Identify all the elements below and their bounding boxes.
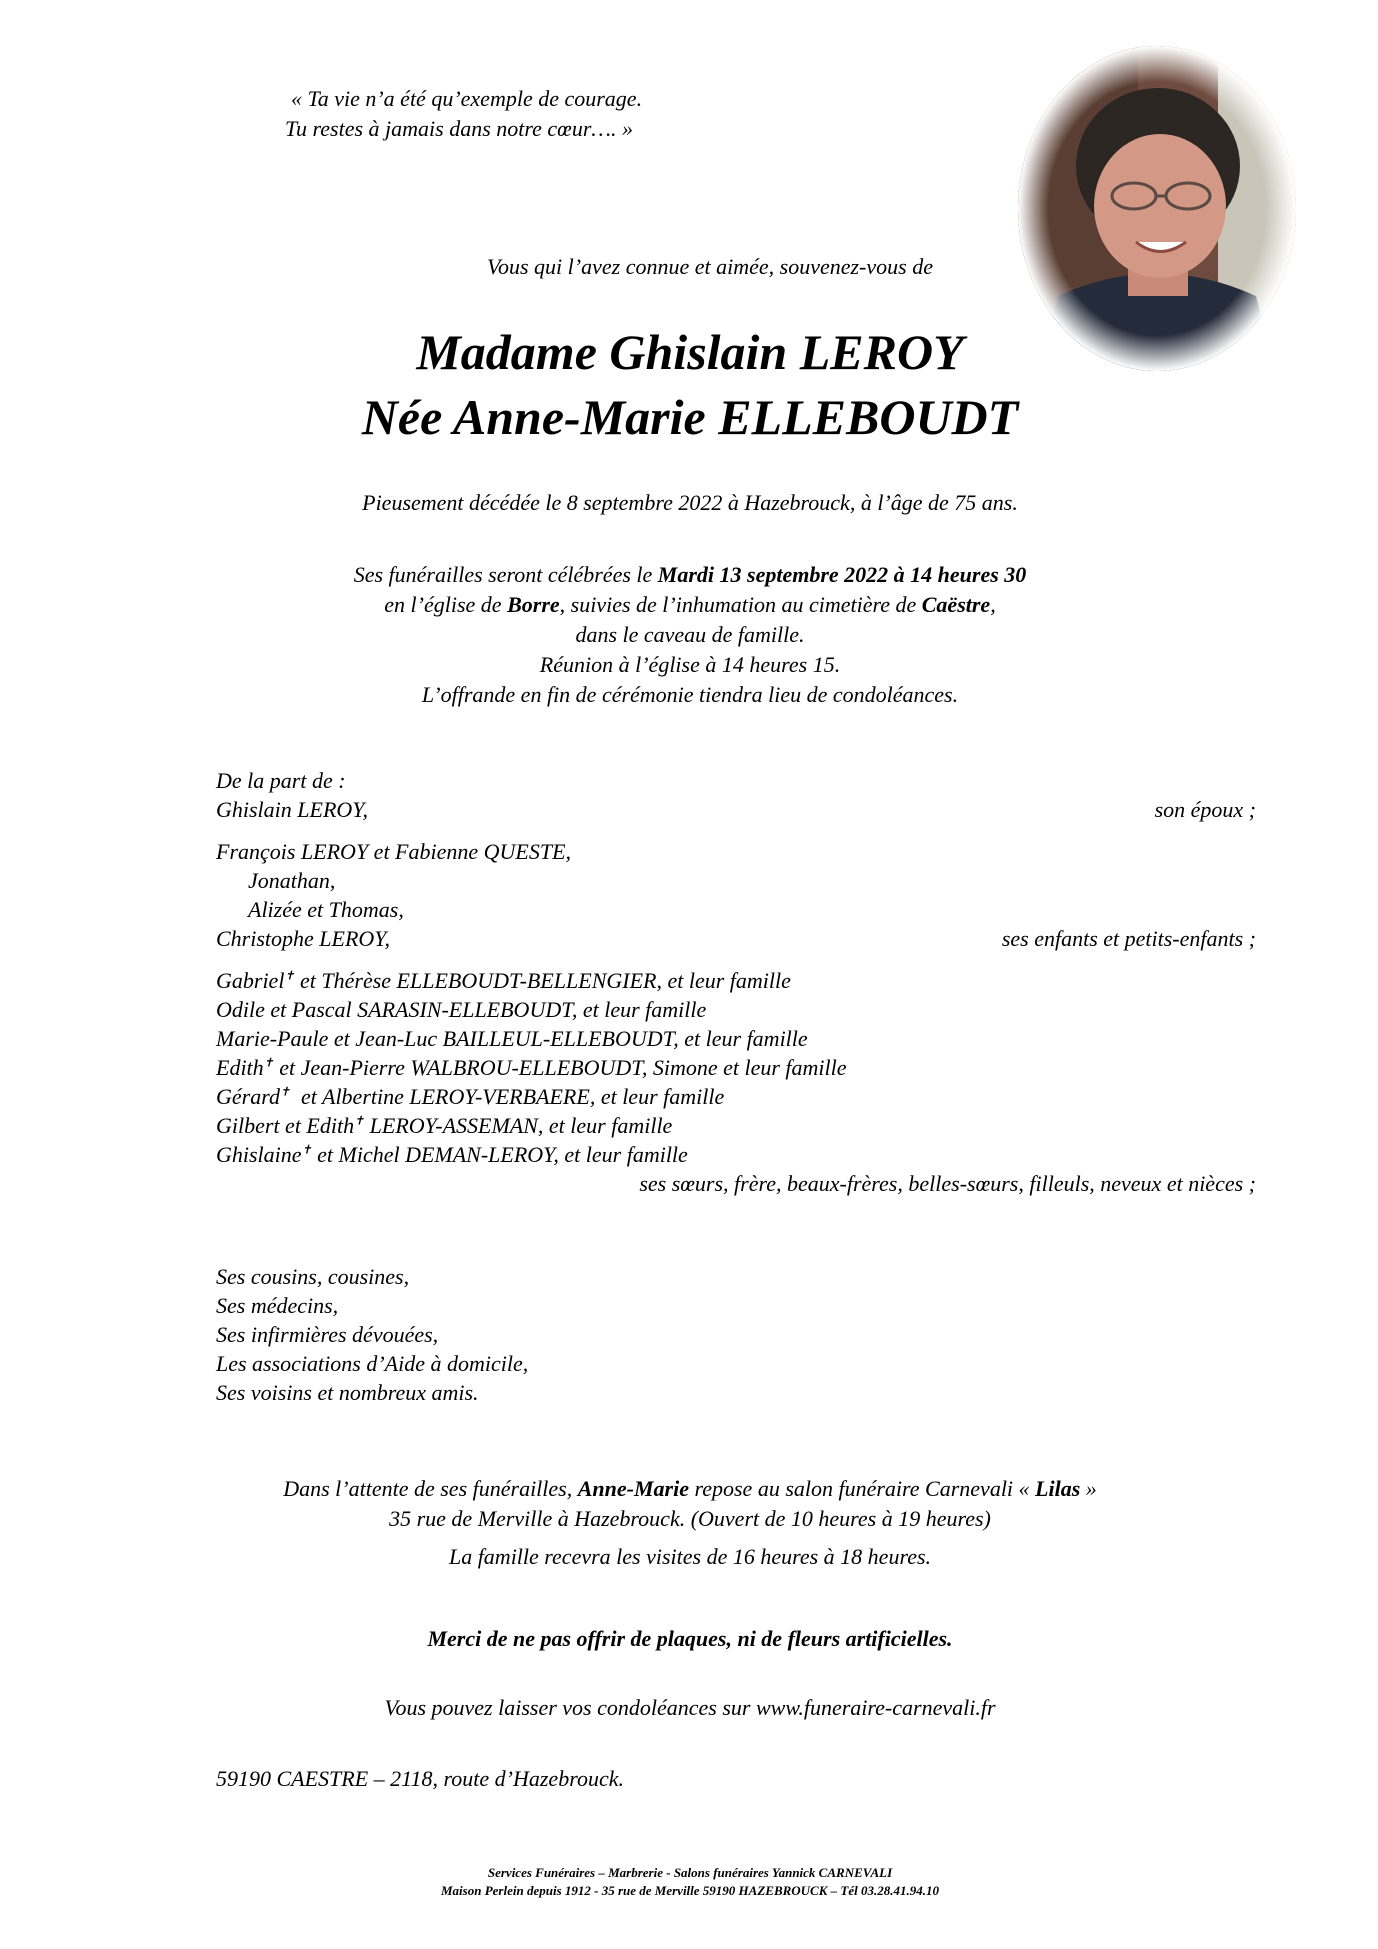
siblings-relation: ses sœurs, frère, beaux-frères, belles-sœurs, filleuls, neveux et nièces ; bbox=[639, 1171, 1256, 1196]
funeral-home-footer bbox=[140, 1864, 1240, 1900]
family-address: 59190 CAESTRE – 2118, route d’Hazebrouck. bbox=[216, 1766, 624, 1791]
condolences-website: Vous pouvez laisser vos condoléances sur www.funeraire-carnevali.fr bbox=[384, 1695, 996, 1720]
spouse-row bbox=[216, 795, 1256, 824]
epitaph-quote bbox=[285, 84, 642, 144]
funeral-line-2 bbox=[190, 590, 1190, 620]
sibling-row bbox=[216, 1111, 1256, 1140]
grandchild-row bbox=[216, 866, 1256, 895]
family-section bbox=[216, 766, 1256, 1198]
sibling-name: LEROY-ASSEMAN, et leur famille bbox=[364, 1113, 673, 1138]
sibling-name: et Thérèse ELLEBOUDT-BELLENGIER, et leur famille bbox=[294, 968, 791, 993]
cemetery-location: Caëstre bbox=[921, 592, 991, 617]
sibling-name: Gilbert et Edith bbox=[216, 1113, 355, 1138]
sibling-row bbox=[216, 995, 1256, 1024]
sibling-row bbox=[216, 1024, 1256, 1053]
child-name: François LEROY et Fabienne QUESTE, bbox=[216, 839, 572, 864]
rest-info bbox=[140, 1474, 1240, 1572]
deceased-cross-icon: ✝ bbox=[354, 1113, 365, 1128]
salon-name: Lilas bbox=[1035, 1476, 1081, 1501]
quote-line-1: « Ta vie n’a été qu’exemple de courage. bbox=[291, 86, 643, 111]
from-text: De la part de : bbox=[216, 768, 346, 793]
from-label bbox=[216, 766, 1256, 795]
sibling-name: et Albertine LEROY-VERBAERE, et leur famille bbox=[290, 1084, 725, 1109]
rest-text: » bbox=[1080, 1476, 1097, 1501]
deceased-cross-icon: ✝ bbox=[301, 1142, 312, 1157]
funeral-text: , suivies de l’inhumation au cimetière de bbox=[559, 592, 922, 617]
funeral-line-3: dans le caveau de famille. bbox=[575, 622, 805, 647]
sibling-row bbox=[216, 1140, 1256, 1169]
rest-line-2: 35 rue de Merville à Hazebrouck. (Ouvert de 10 heures à 19 heures) bbox=[389, 1506, 991, 1531]
spouse-relation: son époux ; bbox=[1154, 797, 1256, 822]
sibling-name: Odile et Pascal SARASIN-ELLEBOUDT, et leur famille bbox=[216, 997, 707, 1022]
spouse-name: Ghislain LEROY, bbox=[216, 797, 369, 822]
grandchild-name: Alizée et Thomas, bbox=[248, 897, 404, 922]
deceased-cross-icon: ✝ bbox=[279, 1084, 291, 1099]
funeral-line-4: Réunion à l’église à 14 heures 15. bbox=[539, 652, 841, 677]
church-location: Borre bbox=[507, 592, 560, 617]
sibling-name: Gérard bbox=[216, 1084, 280, 1109]
rest-line-1 bbox=[140, 1474, 1240, 1504]
intro-text: Vous qui l’avez connue et aimée, souvenez-vous de bbox=[487, 254, 933, 279]
others-line: Ses voisins et nombreux amis. bbox=[216, 1380, 479, 1405]
sibling-row bbox=[216, 1082, 1256, 1111]
rest-line-3: La famille recevra les visites de 16 heures à 18 heures. bbox=[448, 1544, 932, 1569]
sibling-name: et Jean-Pierre WALBROU-ELLEBOUDT, Simone et leur famille bbox=[273, 1055, 847, 1080]
others-line: Ses médecins, bbox=[216, 1293, 339, 1318]
rest-text: Dans l’attente de ses funérailles, bbox=[283, 1476, 578, 1501]
maiden-name: Née Anne-Marie ELLEBOUDT bbox=[361, 389, 1019, 445]
grandchild-row bbox=[216, 895, 1256, 924]
funeral-text: Ses funérailles seront célébrées le bbox=[353, 562, 658, 587]
grandchild-name: Jonathan, bbox=[248, 868, 336, 893]
children-relation: ses enfants et petits-enfants ; bbox=[1001, 926, 1256, 951]
rest-text: repose au salon funéraire Carnevali « bbox=[688, 1476, 1036, 1501]
funeral-text: en l’église de bbox=[384, 592, 508, 617]
footer-line-2: Maison Perlein depuis 1912 - 35 rue de Merville 59190 HAZEBROUCK – Tél 03.28.41.94.10 bbox=[441, 1883, 939, 1898]
no-flowers-notice: Merci de ne pas offrir de plaques, ni de fleurs artificielles. bbox=[427, 1626, 953, 1651]
death-notice: Pieusement décédée le 8 septembre 2022 à Hazebrouck, à l’âge de 75 ans. bbox=[362, 490, 1018, 515]
sibling-name: Gabriel bbox=[216, 968, 285, 993]
funeral-text: , bbox=[990, 592, 996, 617]
deceased-cross-icon: ✝ bbox=[263, 1055, 274, 1070]
funeral-line-1 bbox=[190, 560, 1190, 590]
sibling-name: Ghislaine bbox=[216, 1142, 302, 1167]
child-row bbox=[216, 837, 1256, 866]
others-line: Les associations d’Aide à domicile, bbox=[216, 1351, 529, 1376]
siblings-relation-row bbox=[216, 1169, 1256, 1198]
first-name: Anne-Marie bbox=[577, 1476, 689, 1501]
sibling-row bbox=[216, 1053, 1256, 1082]
quote-line-2: Tu restes à jamais dans notre cœur…. » bbox=[285, 116, 633, 141]
funeral-line-5: L’offrande en fin de cérémonie tiendra lieu de condoléances. bbox=[421, 682, 959, 707]
sibling-name: Marie-Paule et Jean-Luc BAILLEUL-ELLEBOUDT, et leur famille bbox=[216, 1026, 808, 1051]
others-section bbox=[216, 1262, 1256, 1407]
sibling-name: Edith bbox=[216, 1055, 264, 1080]
sibling-name: et Michel DEMAN-LEROY, et leur famille bbox=[311, 1142, 688, 1167]
others-line: Ses cousins, cousines, bbox=[216, 1264, 410, 1289]
funeral-datetime: Mardi 13 septembre 2022 à 14 heures 30 bbox=[657, 562, 1027, 587]
others-line: Ses infirmières dévouées, bbox=[216, 1322, 439, 1347]
deceased-name: Madame Ghislain LEROY bbox=[416, 324, 964, 380]
deceased-cross-icon: ✝ bbox=[284, 968, 295, 983]
sibling-row bbox=[216, 966, 1256, 995]
child-row bbox=[216, 924, 1256, 953]
funeral-details bbox=[190, 560, 1190, 710]
footer-line-1: Services Funéraires – Marbrerie - Salons funéraires Yannick CARNEVALI bbox=[487, 1865, 893, 1880]
child-name: Christophe LEROY, bbox=[216, 926, 391, 951]
